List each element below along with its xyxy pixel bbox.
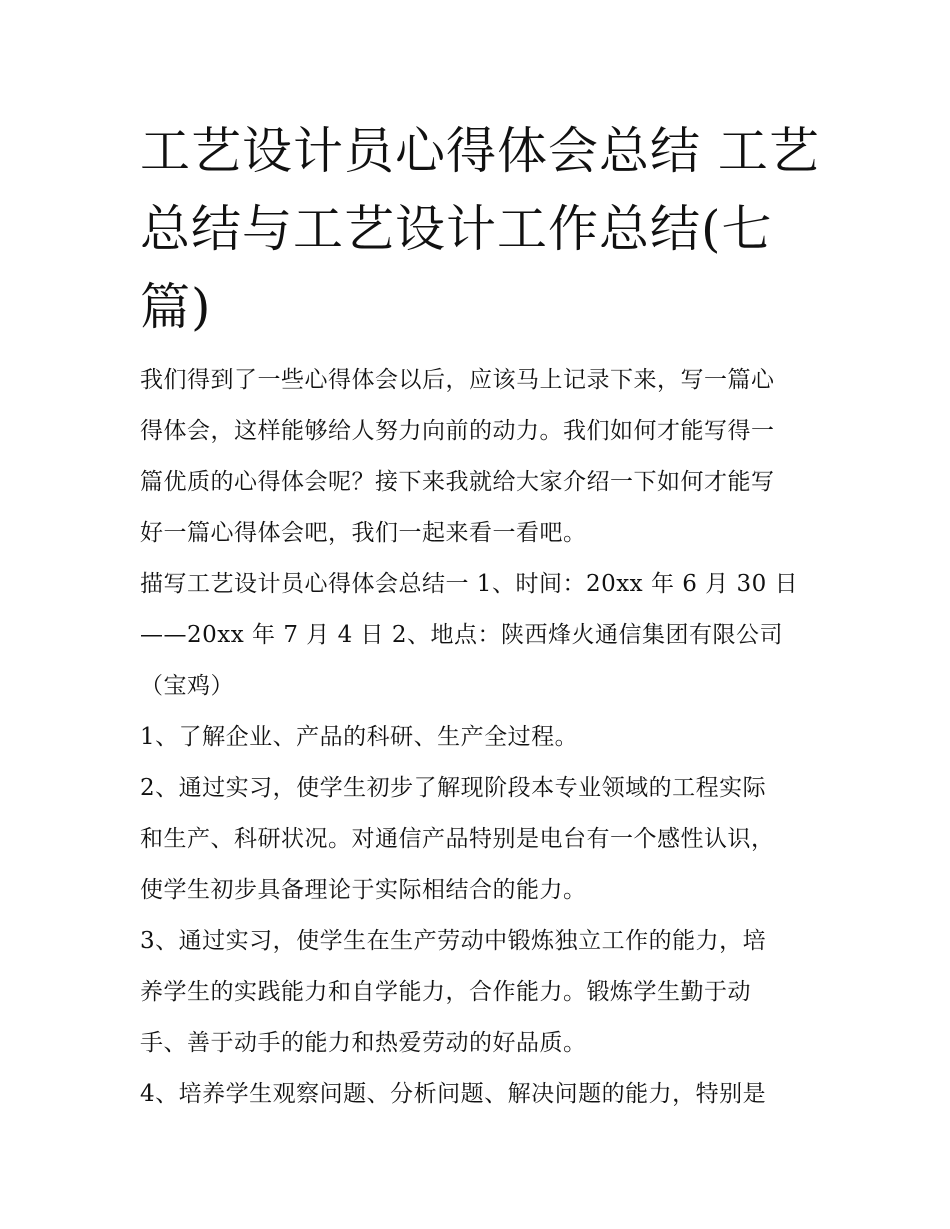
body-line: 1、了解企业、产品的科研、生产全过程。 — [140, 724, 579, 750]
body-line: 使学生初步具备理论于实际相结合的能力。 — [140, 877, 587, 903]
body-line: 和生产、科研状况。对通信产品特别是电台有一个感性认识， — [140, 826, 775, 852]
body-line: 描写工艺设计员心得体会总结一 1、时间：20xx 年 6 月 30 日 — [140, 571, 799, 597]
body-line: 2、通过实习，使学生初步了解现阶段本专业领域的工程实际 — [140, 775, 767, 801]
body-line: 手、善于动手的能力和热爱劳动的好品质。 — [140, 1030, 587, 1056]
body-line: 养学生的实践能力和自学能力，合作能力。锻炼学生勤于动 — [140, 979, 751, 1005]
body-line: 篇优质的心得体会呢？接下来我就给大家介绍一下如何才能写 — [140, 469, 775, 495]
document-title: 工艺设计员心得体会总结 工艺总结与工艺设计工作总结(七篇) — [140, 122, 820, 336]
body-line: 4、培养学生观察问题、分析问题、解决问题的能力，特别是 — [140, 1081, 767, 1107]
body-line: （宝鸡） — [140, 673, 234, 699]
body-line: 好一篇心得体会吧，我们一起来看一看吧。 — [140, 520, 587, 546]
body-line: 3、通过实习，使学生在生产劳动中锻炼独立工作的能力，培 — [140, 928, 767, 954]
body-line: 我们得到了一些心得体会以后，应该马上记录下来，写一篇心 — [140, 367, 775, 393]
body-line: ——20xx 年 7 月 4 日 2、地点：陕西烽火通信集团有限公司 — [140, 622, 783, 648]
body-line: 得体会，这样能够给人努力向前的动力。我们如何才能写得一 — [140, 418, 775, 444]
